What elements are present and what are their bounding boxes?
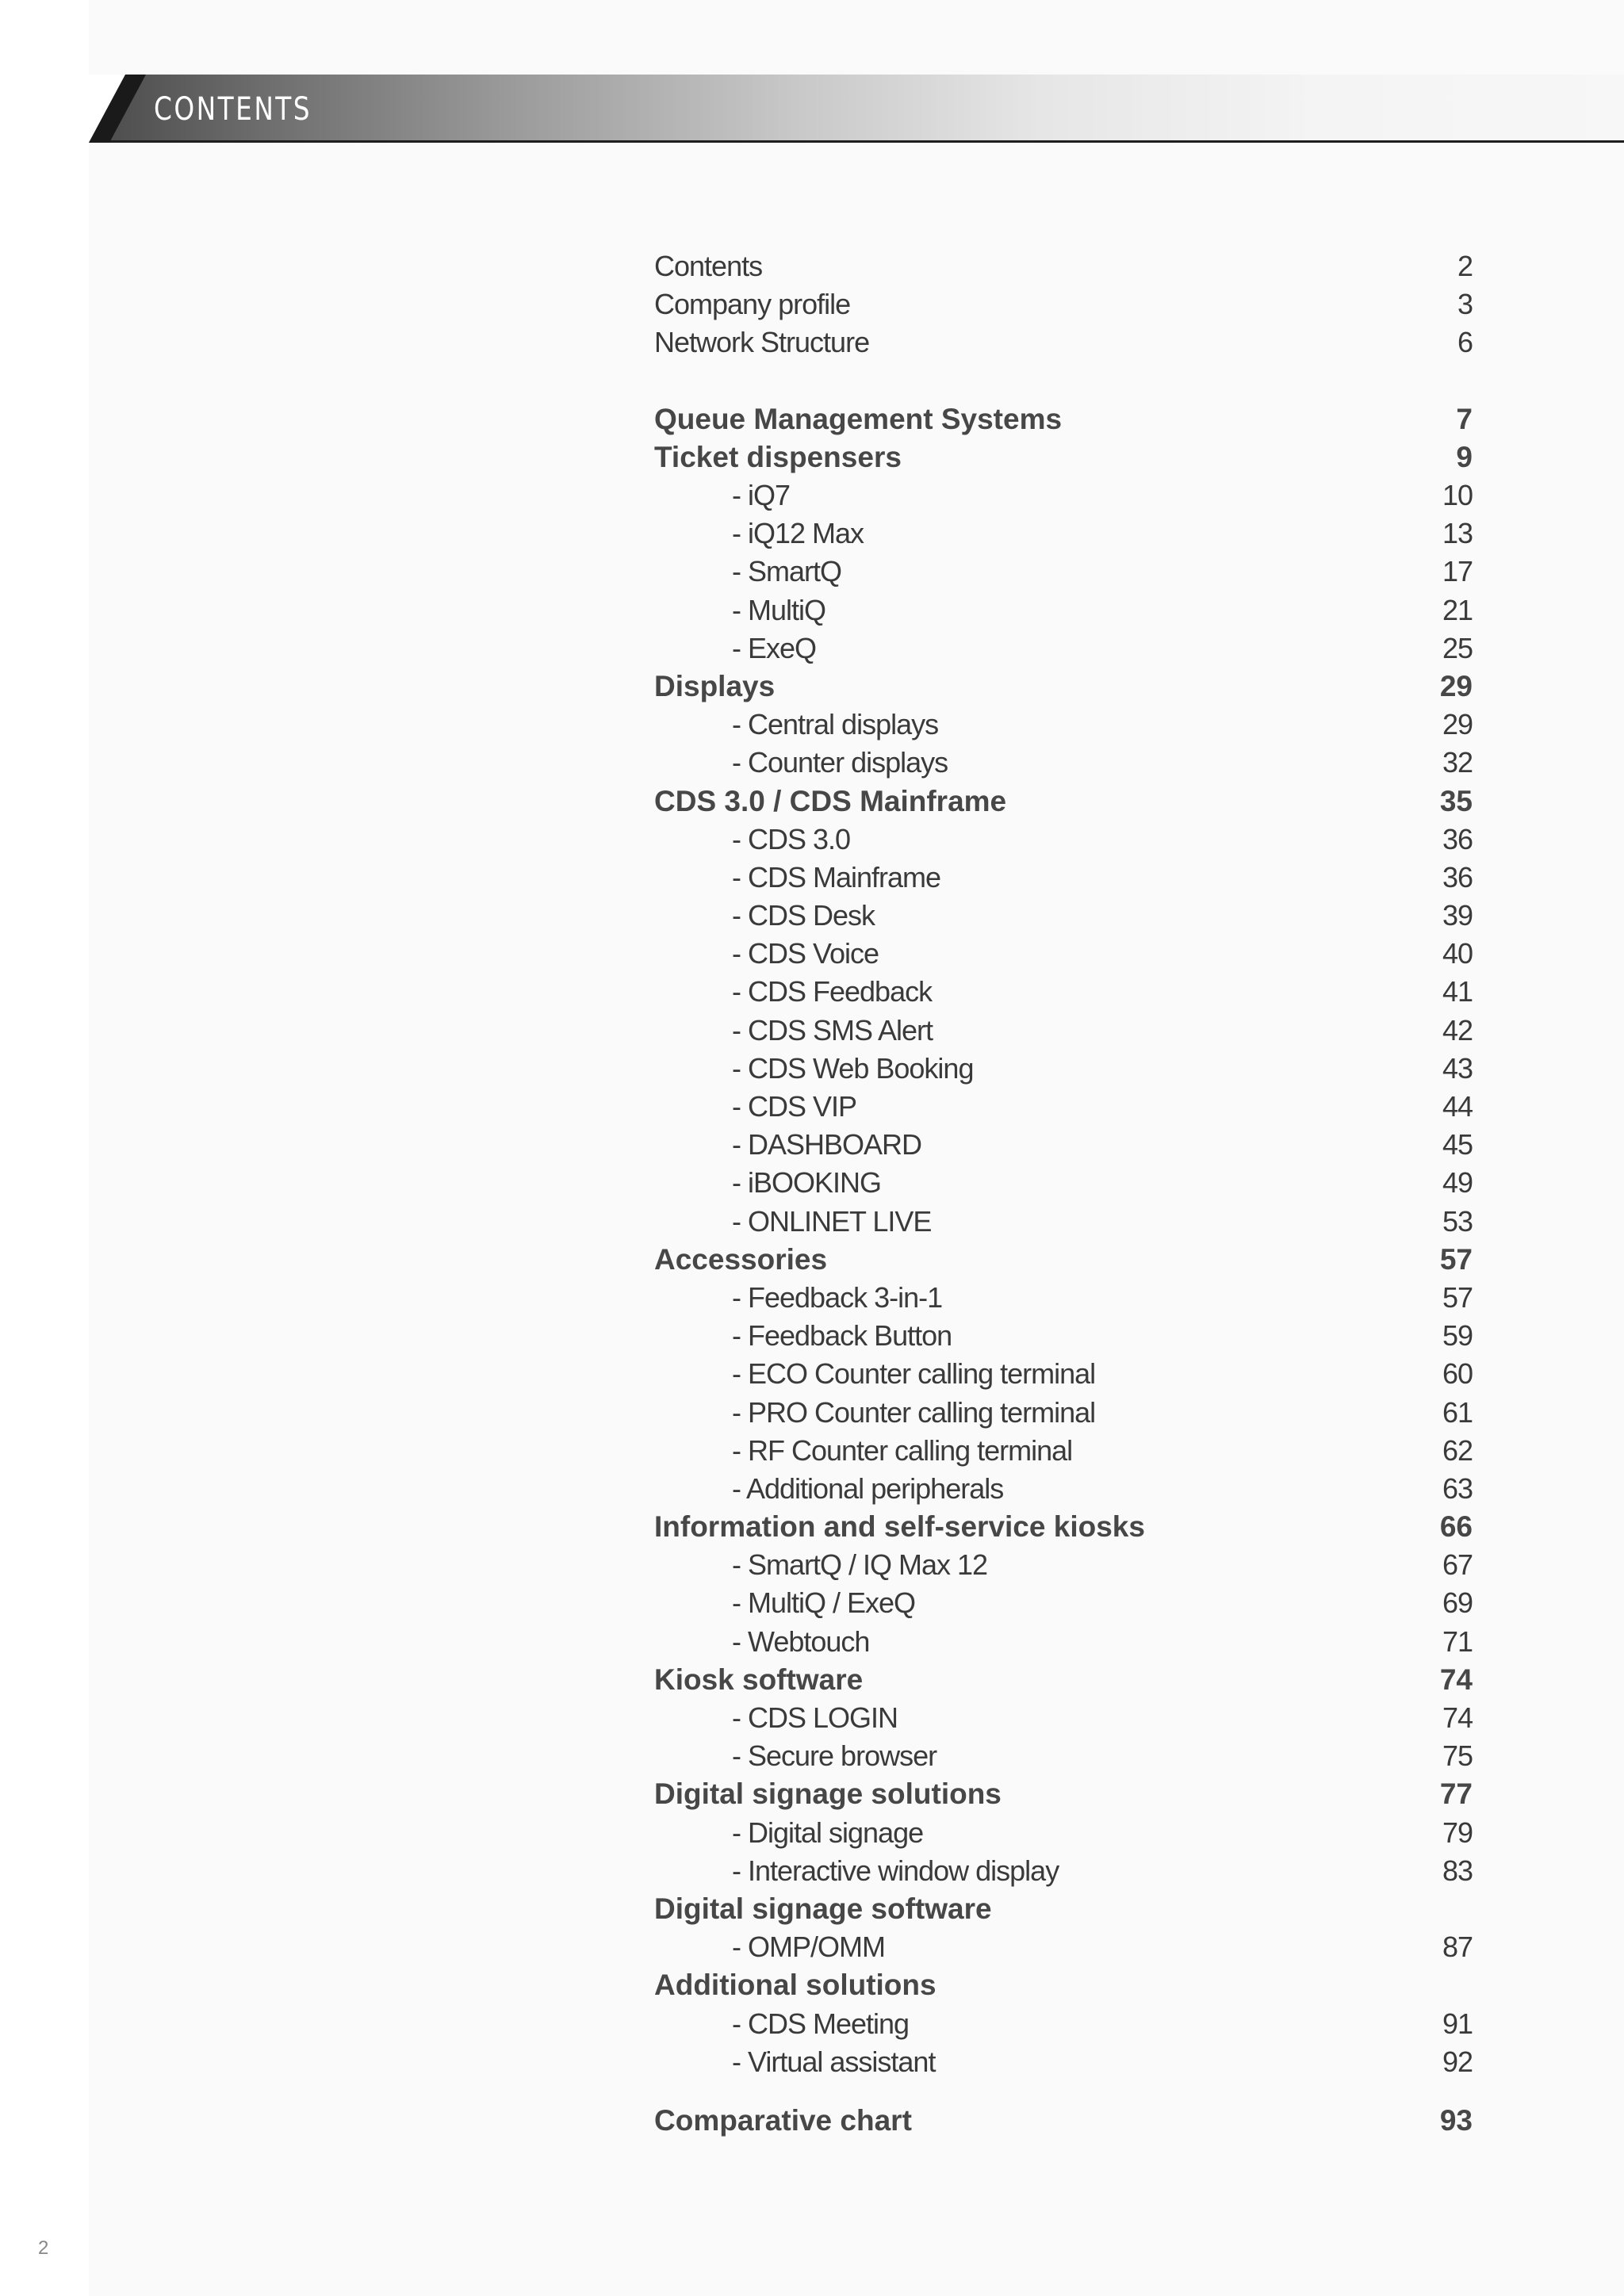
- toc-entry-label: - Counter displays: [732, 746, 948, 779]
- toc-entry-label: - Interactive window display: [732, 1854, 1059, 1887]
- toc-entry-label: - Virtual assistant: [732, 2045, 936, 2078]
- toc-entry[interactable]: [654, 629, 1473, 668]
- toc-entry-page: 36: [1442, 860, 1473, 894]
- toc-entry[interactable]: [654, 323, 1473, 362]
- page-number: 2: [38, 2237, 49, 2259]
- toc-entry-label: Company profile: [654, 288, 851, 321]
- toc-entry-label: Digital signage solutions: [654, 1777, 1002, 1811]
- toc-entry[interactable]: [654, 1546, 1473, 1584]
- toc-section-entry[interactable]: [654, 782, 1473, 820]
- toc-entry-label: - PRO Counter calling terminal: [732, 1395, 1096, 1429]
- toc-entry-page: 77: [1439, 1777, 1473, 1811]
- header-band: [89, 75, 1624, 143]
- toc-entry-label: - Digital signage: [732, 1816, 924, 1849]
- toc-entry-page: 42: [1442, 1013, 1473, 1047]
- toc-entry-label: Information and self-service kiosks: [654, 1510, 1145, 1544]
- toc-entry-page: 92: [1442, 2045, 1473, 2078]
- toc-entry-label: - ECO Counter calling terminal: [732, 1357, 1096, 1391]
- toc-entry-label: - OMP/OMM: [732, 1931, 885, 1964]
- toc-entry-label: - CDS Feedback: [732, 975, 933, 1008]
- toc-entry-page: 3: [1457, 288, 1473, 321]
- toc-entry-label: - CDS Mainframe: [732, 860, 941, 894]
- toc-entry-page: 41: [1442, 975, 1473, 1008]
- toc-section-entry[interactable]: [654, 438, 1473, 476]
- toc-entry-label: - Webtouch: [732, 1624, 870, 1658]
- toc-entry-label: - Additional peripherals: [732, 1471, 1004, 1505]
- toc-section-entry[interactable]: [654, 1890, 1473, 1928]
- toc-entry[interactable]: [654, 1164, 1473, 1202]
- toc-entry-page: 61: [1442, 1395, 1473, 1429]
- toc-entry[interactable]: [654, 1470, 1473, 1508]
- toc-entry-label: Additional solutions: [654, 1969, 936, 2002]
- toc-entry-page: 40: [1442, 937, 1473, 970]
- toc-entry-label: Digital signage software: [654, 1892, 992, 1925]
- toc-entry[interactable]: [654, 1584, 1473, 1622]
- toc-entry-label: - CDS LOGIN: [732, 1701, 898, 1735]
- toc-entry-page: 17: [1442, 555, 1473, 588]
- toc-entry[interactable]: [654, 285, 1473, 323]
- toc-entry-page: 43: [1442, 1051, 1473, 1085]
- toc-entry-page: 9: [1456, 440, 1473, 473]
- toc-entry-label: - CDS Web Booking: [732, 1051, 974, 1085]
- toc-entry[interactable]: [654, 1737, 1473, 1775]
- toc-entry-page: 69: [1442, 1586, 1473, 1620]
- toc-entry[interactable]: [654, 706, 1473, 744]
- toc-entry-page: 87: [1442, 1931, 1473, 1964]
- toc-entry-page: 49: [1442, 1166, 1473, 1200]
- toc-entry-page: 25: [1442, 631, 1473, 664]
- toc-entry-label: Accessories: [654, 1242, 828, 1276]
- toc-entry-page: 93: [1439, 2103, 1473, 2137]
- toc-entry[interactable]: [654, 1699, 1473, 1737]
- toc-entry[interactable]: [654, 1623, 1473, 1661]
- toc-entry-label: Queue Management Systems: [654, 402, 1063, 435]
- toc-entry[interactable]: [654, 1012, 1473, 1050]
- toc-entry-page: 79: [1442, 1816, 1473, 1849]
- toc-entry[interactable]: [654, 1050, 1473, 1088]
- toc-entry[interactable]: [654, 1126, 1473, 1164]
- toc-entry-page: 44: [1442, 1090, 1473, 1123]
- toc-entry[interactable]: [654, 1088, 1473, 1126]
- toc-entry-page: 59: [1442, 1319, 1473, 1353]
- toc-entry-label: - DASHBOARD: [732, 1128, 922, 1161]
- toc-entry[interactable]: [654, 1279, 1473, 1317]
- toc-entry-page: 13: [1442, 517, 1473, 550]
- toc-entry-page: 36: [1442, 822, 1473, 855]
- toc-intro-section: [654, 247, 1473, 362]
- toc-entry-page: 10: [1442, 479, 1473, 512]
- toc-entry-page: 29: [1442, 708, 1473, 741]
- toc-entry[interactable]: [654, 2004, 1473, 2042]
- toc-section-entry[interactable]: [654, 1508, 1473, 1546]
- toc-entry-label: - Feedback Button: [732, 1319, 952, 1353]
- toc-entry[interactable]: [654, 1317, 1473, 1355]
- toc-entry[interactable]: [654, 247, 1473, 285]
- toc-entry[interactable]: [654, 935, 1473, 973]
- toc-entry-label: - CDS SMS Alert: [732, 1013, 933, 1047]
- toc-entry-label: Contents: [654, 250, 763, 283]
- toc-entry-label: - SmartQ: [732, 555, 842, 588]
- toc-entry[interactable]: [654, 1432, 1473, 1470]
- toc-entry-label: - ONLINET LIVE: [732, 1204, 932, 1238]
- toc-entry-page: 53: [1442, 1204, 1473, 1238]
- toc-section-entry[interactable]: [654, 400, 1473, 438]
- toc-entry[interactable]: [654, 1814, 1473, 1852]
- toc-entry-label: - CDS Meeting: [732, 2007, 910, 2040]
- toc-spacer: [654, 362, 1473, 400]
- toc-entry-page: 66: [1439, 1510, 1473, 1544]
- toc-entry-page: 57: [1439, 1242, 1473, 1276]
- toc-entry-page: 60: [1442, 1357, 1473, 1391]
- toc-spacer: [654, 2081, 1473, 2102]
- toc-entry-label: CDS 3.0 / CDS Mainframe: [654, 784, 1007, 817]
- toc-entry-page: 39: [1442, 899, 1473, 932]
- toc-entry-label: Kiosk software: [654, 1663, 864, 1696]
- toc-entry-page: 35: [1439, 784, 1473, 817]
- toc-entry[interactable]: [654, 515, 1473, 553]
- toc-entry[interactable]: [654, 821, 1473, 859]
- toc-entry[interactable]: [654, 553, 1473, 591]
- toc-entry-label: - Secure browser: [732, 1739, 937, 1773]
- toc-entry[interactable]: [654, 1355, 1473, 1393]
- page-title: CONTENTS: [154, 91, 312, 128]
- toc-entry-label: - ExeQ: [732, 631, 817, 664]
- toc-entry-page: 63: [1442, 1471, 1473, 1505]
- toc-section-entry[interactable]: [654, 1966, 1473, 2004]
- toc-entry-page: 2: [1457, 250, 1473, 283]
- toc-entry-page: 75: [1442, 1739, 1473, 1773]
- toc-entry[interactable]: [654, 1928, 1473, 1966]
- toc-entry[interactable]: [654, 2043, 1473, 2081]
- toc-entry-label: - CDS 3.0: [732, 822, 851, 855]
- toc-entry[interactable]: [654, 744, 1473, 782]
- toc-entry-page: 21: [1442, 593, 1473, 626]
- toc-entry-label: - CDS VIP: [732, 1090, 857, 1123]
- toc-entry-label: Comparative chart: [654, 2103, 912, 2137]
- toc-entry-label: Displays: [654, 669, 776, 702]
- toc-entry-page: 74: [1439, 1663, 1473, 1696]
- toc-entry[interactable]: [654, 897, 1473, 935]
- toc-section-entry[interactable]: [654, 1661, 1473, 1699]
- toc-section-entry[interactable]: [654, 1241, 1473, 1279]
- toc-entry[interactable]: [654, 859, 1473, 897]
- toc-entry-label: - Central displays: [732, 708, 939, 741]
- toc-entry[interactable]: [654, 1203, 1473, 1241]
- toc-final-section: [654, 2102, 1473, 2140]
- toc-entry-label: - MultiQ / ExeQ: [732, 1586, 916, 1620]
- toc-entry-page: 74: [1442, 1701, 1473, 1735]
- toc-entry-label: - iBOOKING: [732, 1166, 882, 1200]
- toc-entry-page: 83: [1442, 1854, 1473, 1887]
- toc-entry-label: - CDS Voice: [732, 937, 879, 970]
- toc-entry-page: 62: [1442, 1433, 1473, 1467]
- toc-entry-page: 57: [1442, 1280, 1473, 1314]
- toc-entry-label: - SmartQ / IQ Max 12: [732, 1548, 988, 1582]
- toc-entry-label: - CDS Desk: [732, 899, 875, 932]
- table-of-contents: [654, 247, 1473, 2140]
- toc-entry-page: 7: [1456, 402, 1473, 435]
- toc-section-entry[interactable]: [654, 2102, 1473, 2140]
- toc-entry-label: Network Structure: [654, 326, 870, 359]
- toc-entry[interactable]: [654, 591, 1473, 629]
- toc-entry-label: - iQ7: [732, 479, 791, 512]
- toc-entry-page: 29: [1439, 669, 1473, 702]
- toc-entry-page: 32: [1442, 746, 1473, 779]
- toc-entry[interactable]: [654, 973, 1473, 1011]
- toc-entry-label: - RF Counter calling terminal: [732, 1433, 1073, 1467]
- toc-entry[interactable]: [654, 1852, 1473, 1890]
- toc-entry-page: 71: [1442, 1624, 1473, 1658]
- toc-main-section: [654, 400, 1473, 2081]
- toc-entry[interactable]: [654, 1393, 1473, 1431]
- toc-entry-label: - MultiQ: [732, 593, 825, 626]
- toc-section-entry[interactable]: [654, 1775, 1473, 1813]
- toc-entry-label: - iQ12 Max: [732, 517, 864, 550]
- toc-section-entry[interactable]: [654, 668, 1473, 706]
- toc-entry-page: 6: [1457, 326, 1473, 359]
- toc-entry-page: 91: [1442, 2007, 1473, 2040]
- toc-entry-label: Ticket dispensers: [654, 440, 902, 473]
- toc-entry[interactable]: [654, 476, 1473, 515]
- toc-entry-page: 45: [1442, 1128, 1473, 1161]
- toc-entry-page: 67: [1442, 1548, 1473, 1582]
- toc-entry-label: - Feedback 3-in-1: [732, 1280, 943, 1314]
